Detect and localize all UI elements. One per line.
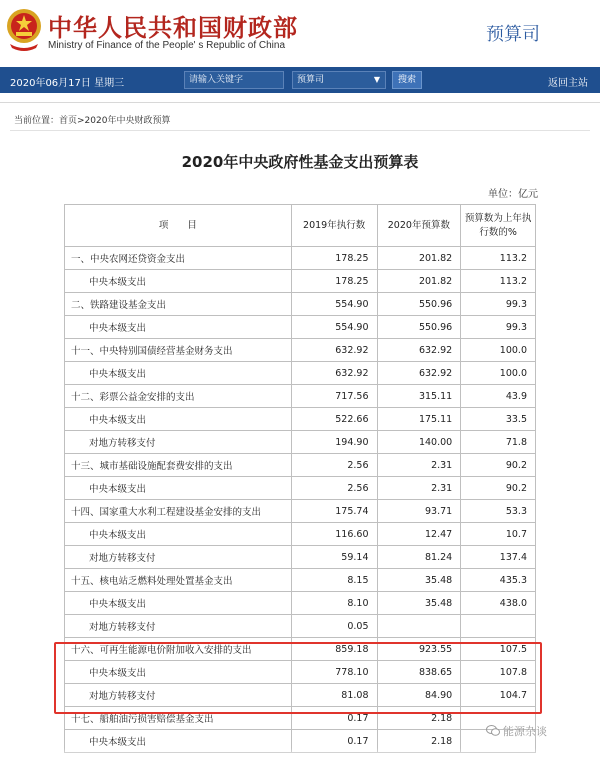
row-label: 十七、船舶油污损害赔偿基金支出 (65, 707, 292, 730)
row-label: 二、铁路建设基金支出 (65, 293, 292, 316)
value-ratio: 113.2 (461, 270, 536, 293)
site-name-en: Ministry of Finance of the People' s Republic of China (48, 40, 286, 51)
column-header-ratio: 预算数为上年执行数的% (461, 205, 536, 247)
value-2019: 554.90 (291, 293, 377, 316)
value-2020: 632.92 (377, 339, 461, 362)
bottom-fade (0, 748, 600, 763)
value-ratio: 435.3 (461, 569, 536, 592)
value-2019: 2.56 (291, 454, 377, 477)
table-row (65, 477, 536, 500)
table-row (65, 408, 536, 431)
table-row (65, 661, 536, 684)
value-2020: 35.48 (377, 592, 461, 615)
value-2019: 2.56 (291, 477, 377, 500)
value-2019: 178.25 (291, 247, 377, 270)
table-row (65, 362, 536, 385)
value-ratio: 107.5 (461, 638, 536, 661)
value-2019: 554.90 (291, 316, 377, 339)
watermark-text: 能源杂谈 (503, 725, 547, 738)
value-ratio: 33.5 (461, 408, 536, 431)
value-2019: 0.17 (291, 707, 377, 730)
value-ratio: 438.0 (461, 592, 536, 615)
value-ratio: 113.2 (461, 247, 536, 270)
row-label: 十四、国家重大水利工程建设基金安排的支出 (65, 500, 292, 523)
row-label: 对地方转移支付 (65, 684, 292, 707)
value-2020: 93.71 (377, 500, 461, 523)
row-label: 对地方转移支付 (65, 615, 292, 638)
value-2020: 2.18 (377, 730, 461, 753)
value-2020: 12.47 (377, 523, 461, 546)
value-ratio: 107.8 (461, 661, 536, 684)
value-2019: 175.74 (291, 500, 377, 523)
value-ratio (461, 615, 536, 638)
row-label: 中央本级支出 (65, 592, 292, 615)
column-header-2020: 2020年预算数 (377, 205, 461, 247)
value-2020: 201.82 (377, 270, 461, 293)
value-ratio: 104.7 (461, 684, 536, 707)
column-header-2019: 2019年执行数 (291, 205, 377, 247)
table-row (65, 707, 536, 730)
table-row (65, 293, 536, 316)
table-row (65, 500, 536, 523)
value-ratio: 99.3 (461, 316, 536, 339)
table-row (65, 592, 536, 615)
value-2020: 81.24 (377, 546, 461, 569)
row-label: 十三、城市基础设施配套费安排的支出 (65, 454, 292, 477)
row-label: 中央本级支出 (65, 362, 292, 385)
breadcrumb[interactable]: 当前位置：首页>2020年中央财政预算 (14, 116, 171, 126)
chevron-down-icon: ▼ (373, 75, 380, 84)
value-2019: 178.25 (291, 270, 377, 293)
watermark (486, 723, 547, 739)
value-2019: 632.92 (291, 339, 377, 362)
table-row (65, 339, 536, 362)
row-label: 中央本级支出 (65, 270, 292, 293)
table-row (65, 454, 536, 477)
value-ratio: 99.3 (461, 293, 536, 316)
value-2020: 175.11 (377, 408, 461, 431)
row-label: 十一、中央特别国债经营基金财务支出 (65, 339, 292, 362)
value-2020: 2.18 (377, 707, 461, 730)
table-row (65, 270, 536, 293)
value-2019: 522.66 (291, 408, 377, 431)
value-2020: 201.82 (377, 247, 461, 270)
value-ratio: 90.2 (461, 454, 536, 477)
row-label: 中央本级支出 (65, 316, 292, 339)
value-2020: 2.31 (377, 454, 461, 477)
value-2019: 194.90 (291, 431, 377, 454)
department-name[interactable]: 预算司 (486, 24, 540, 45)
budget-table (64, 204, 536, 753)
national-emblem-icon (5, 6, 43, 52)
row-label: 中央本级支出 (65, 730, 292, 753)
nav-bar (0, 67, 600, 93)
value-2019: 778.10 (291, 661, 377, 684)
table-row (65, 431, 536, 454)
value-ratio: 71.8 (461, 431, 536, 454)
department-select-value: 预算司 (297, 75, 325, 85)
value-2019: 0.05 (291, 615, 377, 638)
value-2020: 632.92 (377, 362, 461, 385)
value-2020: 2.31 (377, 477, 461, 500)
row-label: 十二、彩票公益金安排的支出 (65, 385, 292, 408)
table-row (65, 569, 536, 592)
unit-label: 单位：亿元 (488, 189, 538, 200)
value-ratio: 100.0 (461, 339, 536, 362)
value-2020: 923.55 (377, 638, 461, 661)
value-2019: 116.60 (291, 523, 377, 546)
value-2019: 8.10 (291, 592, 377, 615)
value-2019: 0.17 (291, 730, 377, 753)
search-button[interactable]: 搜索 (392, 71, 422, 89)
table-row (65, 523, 536, 546)
row-label: 中央本级支出 (65, 661, 292, 684)
row-label: 中央本级支出 (65, 477, 292, 500)
table-row (65, 546, 536, 569)
value-2019: 717.56 (291, 385, 377, 408)
wechat-icon (486, 725, 500, 736)
department-select[interactable] (292, 71, 386, 89)
row-label: 十六、可再生能源电价附加收入安排的支出 (65, 638, 292, 661)
row-label: 十五、核电站乏燃料处理处置基金支出 (65, 569, 292, 592)
value-2019: 859.18 (291, 638, 377, 661)
row-label: 中央本级支出 (65, 523, 292, 546)
value-2020: 140.00 (377, 431, 461, 454)
value-2019: 59.14 (291, 546, 377, 569)
value-ratio: 10.7 (461, 523, 536, 546)
row-label: 对地方转移支付 (65, 546, 292, 569)
table-row (65, 247, 536, 270)
value-2020: 315.11 (377, 385, 461, 408)
home-link[interactable]: 返回主站 (548, 78, 588, 89)
row-label: 一、中央农网还贷资金支出 (65, 247, 292, 270)
value-2020: 35.48 (377, 569, 461, 592)
column-header-item: 项 目 (65, 205, 292, 247)
value-2020 (377, 615, 461, 638)
table-row (65, 615, 536, 638)
value-ratio: 100.0 (461, 362, 536, 385)
search-input[interactable]: 请输入关键字 (184, 71, 284, 89)
value-2019: 81.08 (291, 684, 377, 707)
value-ratio: 90.2 (461, 477, 536, 500)
table-row (65, 316, 536, 339)
table-row (65, 638, 536, 661)
current-date: 2020年06月17日 星期三 (10, 78, 125, 89)
page-title: 2020年中央政府性基金支出预算表 (181, 153, 419, 171)
row-label: 中央本级支出 (65, 408, 292, 431)
value-ratio: 137.4 (461, 546, 536, 569)
value-2020: 84.90 (377, 684, 461, 707)
divider (0, 102, 600, 103)
value-2020: 838.65 (377, 661, 461, 684)
site-header (0, 0, 600, 62)
value-2019: 8.15 (291, 569, 377, 592)
table-header-row (65, 205, 536, 247)
value-ratio: 43.9 (461, 385, 536, 408)
site-name-cn: 中华人民共和国财政部 (48, 13, 298, 42)
row-label: 对地方转移支付 (65, 431, 292, 454)
table-row (65, 684, 536, 707)
value-2019: 632.92 (291, 362, 377, 385)
value-2020: 550.96 (377, 293, 461, 316)
value-2020: 550.96 (377, 316, 461, 339)
value-ratio: 53.3 (461, 500, 536, 523)
divider (10, 130, 590, 131)
table-row (65, 385, 536, 408)
